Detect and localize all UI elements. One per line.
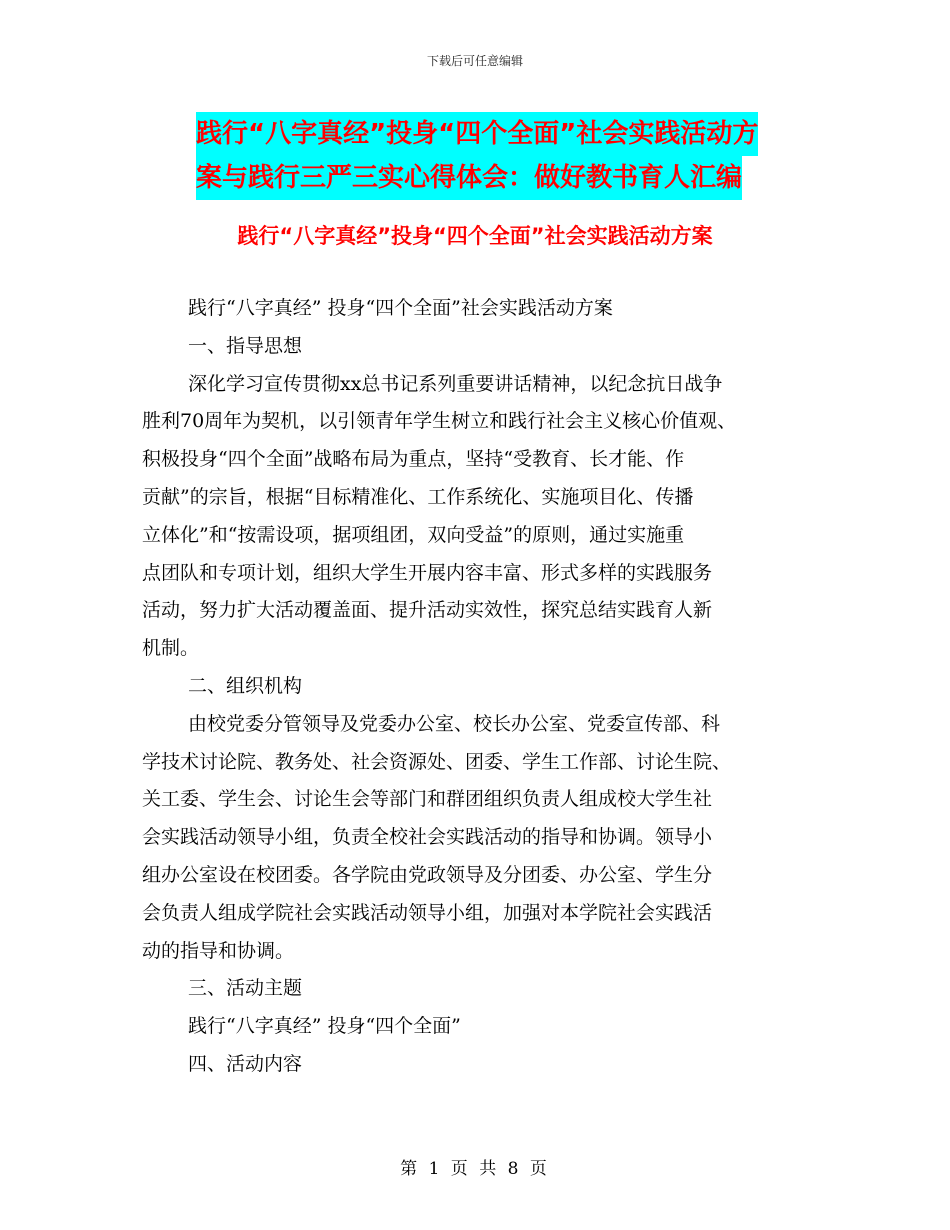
document-main-title [196,112,816,200]
body-line: 二、组织机构 [188,674,303,697]
body-line: 深化学习宣传贯彻xx总书记系列重要讲话精神，以纪念抗日战争 [188,372,723,395]
body-line: 一、指导思想 [188,334,303,357]
body-line: 贡献”的宗旨，根据“目标精准化、工作系统化、实施项目化、传播 [142,485,694,508]
body-line: 关工委、学生会、讨论生会等部门和群团组织负责人组成校大学生社 [142,788,713,811]
body-line: 组办公室设在校团委。各学院由党政领导及分团委、办公室、学生分 [142,863,713,886]
body-line: 动的指导和协调。 [142,939,295,962]
body-line: 机制。 [142,637,200,660]
main-title-line-1: 践行“八字真经”投身“四个全面”社会实践活动方 [196,112,758,156]
body-line: 积极投身“四个全面”战略布局为重点，坚持“受教育、长才能、作 [142,448,685,471]
body-line: 立体化”和“按需设项，据项组团，双向受益”的原则，通过实施重 [142,523,685,546]
body-line: 点团队和专项计划，组织大学生开展内容丰富、形式多样的实践服务 [142,561,713,584]
document-body [142,290,822,1084]
page-header-note: 下载后可任意编辑 [426,54,523,68]
body-line: 会实践活动领导小组，负责全校社会实践活动的指导和协调。领导小 [142,826,713,849]
body-line: 四、活动内容 [188,1052,303,1075]
body-line: 胜利70周年为契机，以引领青年学生树立和践行社会主义核心价值观、 [142,410,737,433]
body-line: 学技术讨论院、教务处、社会资源处、团委、学生工作部、讨论生院、 [142,750,732,773]
body-line: 践行“八字真经” 投身“四个全面” [188,1015,461,1038]
body-line: 会负责人组成学院社会实践活动领导小组，加强对本学院社会实践活 [142,901,713,924]
body-line: 由校党委分管领导及党委办公室、校长办公室、党委宣传部、科 [188,712,721,735]
body-line: 践行“八字真经” 投身“四个全面”社会实践活动方案 [188,297,613,319]
main-title-line-2: 案与践行三严三实心得体会：做好教书育人汇编 [196,156,742,200]
body-line: 活动，努力扩大活动覆盖面、提升活动实效性，探究总结实践育人新 [142,599,713,622]
page-number-footer: 第 1 页 共 8 页 [400,1159,550,1179]
body-line: 三、活动主题 [188,977,303,1000]
section-title: 践行“八字真经”投身“四个全面”社会实践活动方案 [237,224,713,248]
